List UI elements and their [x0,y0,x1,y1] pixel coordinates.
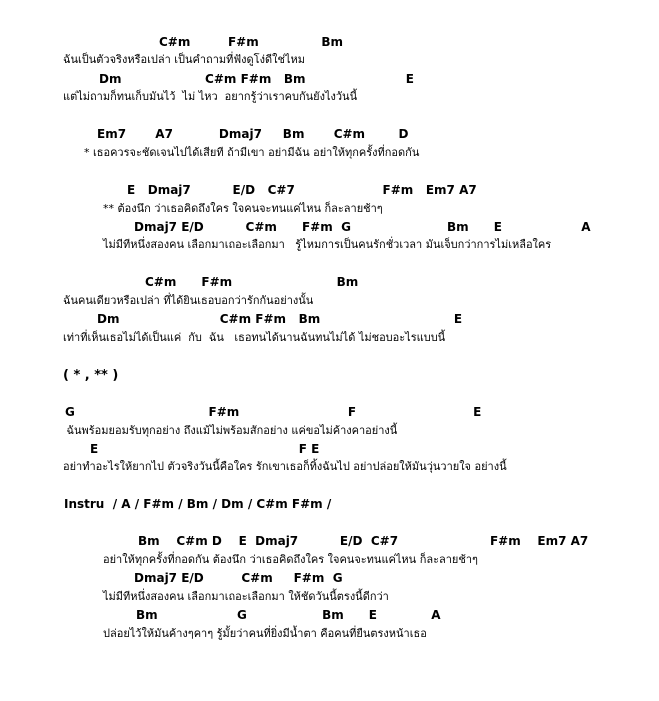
chord-line: Dm C#m F#m Bm E [99,72,414,86]
lyric-line: แต่ไม่ถามก็ทนเก็บมันไว้ ไม่ ไหว อยากรู้ว่าเราคบกันยังไงวันนี้ [63,90,358,103]
chord-line: E Dmaj7 E/D C#7 F#m Em7 A7 [127,183,477,197]
lyric-line: * เธอควรจะชัดเจนไปได้เสียที ถ้ามีเขา อย่ามีฉัน อย่าให้ทุกครั้งที่กอดกัน [84,146,420,159]
chord-line: C#m F#m Bm [159,35,344,49]
lyric-line: ปล่อยไว้ให้มันค้างๆคาๆ รู้มั้ยว่าคนที่ยิ่งมีน้ำตา คือคนที่ยืนตรงหน้าเธอ [103,627,427,640]
lyric-line: อย่าทำอะไรให้ยากไป ตัวจริงวันนี้คือใคร รักเขาเธอก็ทิ้งฉันไป อย่าปล่อยให้มันวุ่นวายใจ อย่างนี้ [63,460,507,473]
lyric-line: ** ต้องนึก ว่าเธอคิดถึงใคร ใจคนจะทนแค่ไหน ก็ละลายช้าๆ [103,202,383,215]
chord-line: G F#m F E [65,405,482,419]
lyric-line: ไม่มีทีหนึ่งสองคน เลือกมาเถอะเลือกมา ให้ชัดวันนี้ตรงนี้ดีกว่า [103,590,389,603]
chord-line: Dmaj7 E/D C#m F#m G [134,571,343,585]
instrumental-line: Instru / A / F#m / Bm / Dm / C#m F#m / [64,497,332,511]
lyric-line: ฉันเป็นตัวจริงหรือเปล่า เป็นคำถามที่ฟังดูโง่ดีใช่ไหม [63,53,305,66]
lyric-line: อย่าให้ทุกครั้งที่กอดกัน ต้องนึก ว่าเธอคิดถึงใคร ใจคนจะทนแค่ไหน ก็ละลายช้าๆ [103,553,478,566]
chord-line: E F E [90,442,320,456]
lyric-line: ฉันคนเดียวหรือเปล่า ที่ได้ยินเธอบอกว่ารักกันอย่างนั้น [63,294,314,307]
chord-line: Em7 A7 Dmaj7 Bm C#m D [97,127,409,141]
chord-line: Bm G Bm E A [136,608,441,622]
lyric-line: ฉันพร้อมยอมรับทุกอย่าง ถึงแม้ไม่พร้อมสักอย่าง แค่ขอไม่ค้างคาอย่างนี้ [63,424,398,437]
lyric-line: เท่าที่เห็นเธอไม่ได้เป็นแค่ กับ ฉัน เธอทนได้นานฉันทนไม่ได้ ไม่ชอบอะไรแบบนี้ [63,331,446,344]
chord-line: Dmaj7 E/D C#m F#m G Bm E A [134,220,591,234]
chord-line: C#m F#m Bm [145,275,359,289]
chord-line: Dm C#m F#m Bm E [97,312,463,326]
repeat-marker: ( * , ** ) [63,368,119,383]
chord-line: Bm C#m D E Dmaj7 E/D C#7 F#m Em7 A7 [138,534,589,548]
lyric-line: ไม่มีทีหนึ่งสองคน เลือกมาเถอะเลือกมา รู้ไหมการเป็นคนรักชั่วเวลา มันเจ็บกว่าการไม่เหลือใคร [103,238,552,251]
